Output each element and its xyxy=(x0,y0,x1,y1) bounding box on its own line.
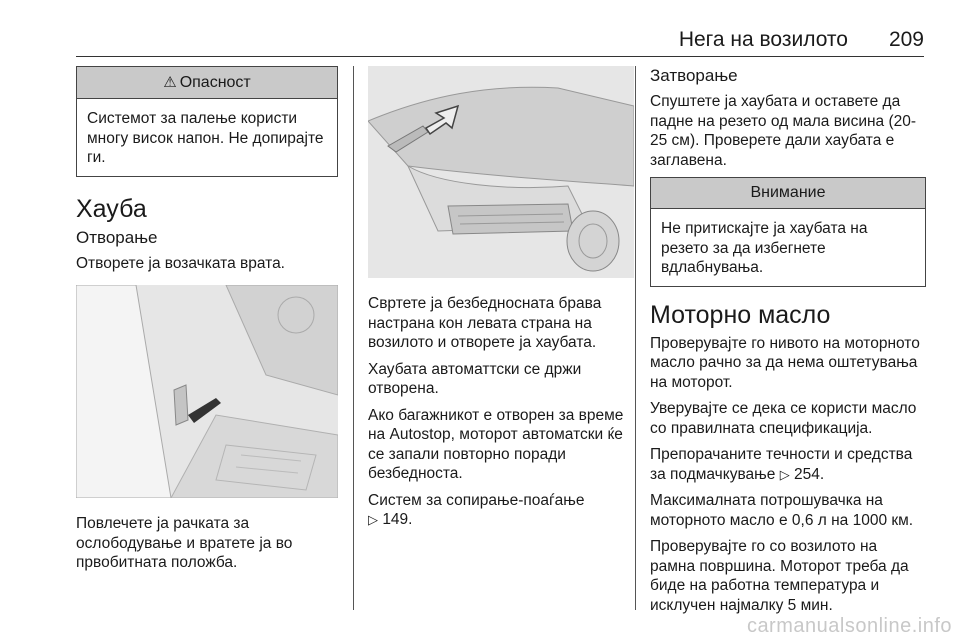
illustration-hood-safety-catch xyxy=(368,66,634,278)
danger-box-title: Опасност xyxy=(179,74,251,91)
paragraph-level-surface: Проверувајте го со возилото на рамна површина. Моторот треба да биде на работна температура и исклучен најмалку 5 мин. xyxy=(650,538,909,614)
paragraph-autostop: Ако багажникот е отворен за време на Autostop, моторот автоматски ќе се запали повторно поради безбедноста. xyxy=(368,406,624,482)
page-reference-icon: ▷ xyxy=(368,512,378,527)
paragraph-hood-held: Хаубата автоматтски се држи отворена. xyxy=(368,360,582,397)
column-divider-1 xyxy=(353,66,354,610)
paragraph-pull-lever: Повлечете ја рачката за ослободување и вратете ја во првобитната положба. xyxy=(76,515,293,571)
stop-start-text: Систем за сопирање-поаѓање xyxy=(368,491,585,509)
page-reference-icon: ▷ xyxy=(779,466,790,482)
fluids-text: Препорачаните течности и средства за подмачкување xyxy=(650,446,913,483)
danger-box xyxy=(76,66,338,177)
illustration-hood-release-lever xyxy=(76,285,338,498)
paragraph-open-door: Отворете ја возачката врата. xyxy=(76,254,285,272)
column-1 xyxy=(76,66,338,580)
paragraph-lower-hood: Спуштете ја хаубата и оставете да падне на резето од мала висина (20-25 см). Проверете дали хаубата е заглавена. xyxy=(650,93,917,169)
subheading-closing: Затворање xyxy=(650,66,738,85)
notice-box-text: Не притискајте ја хаубата на резето за да избегнете вдлабнувања. xyxy=(661,220,868,276)
page-header-title: Нега на возилото xyxy=(678,28,848,51)
column-2 xyxy=(368,66,634,537)
paragraph-max-consumption: Максималната потрошувачка на моторното масло е 0,6 л на 1000 км. xyxy=(650,492,914,529)
page-number: 209 xyxy=(888,28,924,51)
section-title-engine-oil: Моторно масло xyxy=(650,300,831,329)
danger-box-header xyxy=(77,67,337,99)
column-divider-2 xyxy=(635,66,636,610)
paragraph-stop-start-ref xyxy=(368,491,634,530)
stop-start-page-ref[interactable]: 149. xyxy=(382,511,413,528)
header-rule xyxy=(76,56,924,57)
fluids-page-ref[interactable]: 254. xyxy=(794,465,825,483)
section-title-hood: Хауба xyxy=(76,194,147,223)
warning-triangle-icon: ⚠ xyxy=(163,74,177,91)
paragraph-turn-catch: Свртете ја безбедносната брава настрана кон левата страна на возилото и отворете ја хаубата. xyxy=(368,295,602,351)
paragraph-oil-spec: Уверувајте се дека се користи масло со правилната спецификација. xyxy=(650,400,917,437)
paragraph-check-oil-level: Проверувајте го нивото на моторното масло рачно за да нема оштетувања на моторот. xyxy=(650,334,920,391)
column-3 xyxy=(650,66,926,622)
notice-box-title: Внимание xyxy=(651,178,925,209)
subheading-opening: Отворање xyxy=(76,227,158,247)
watermark: carmanualsonline.info xyxy=(746,615,952,637)
notice-box xyxy=(650,177,926,287)
danger-box-text: Системот за палење користи многу висок напон. Не допирајте ги. xyxy=(87,110,324,166)
paragraph-fluids-ref xyxy=(650,445,926,484)
